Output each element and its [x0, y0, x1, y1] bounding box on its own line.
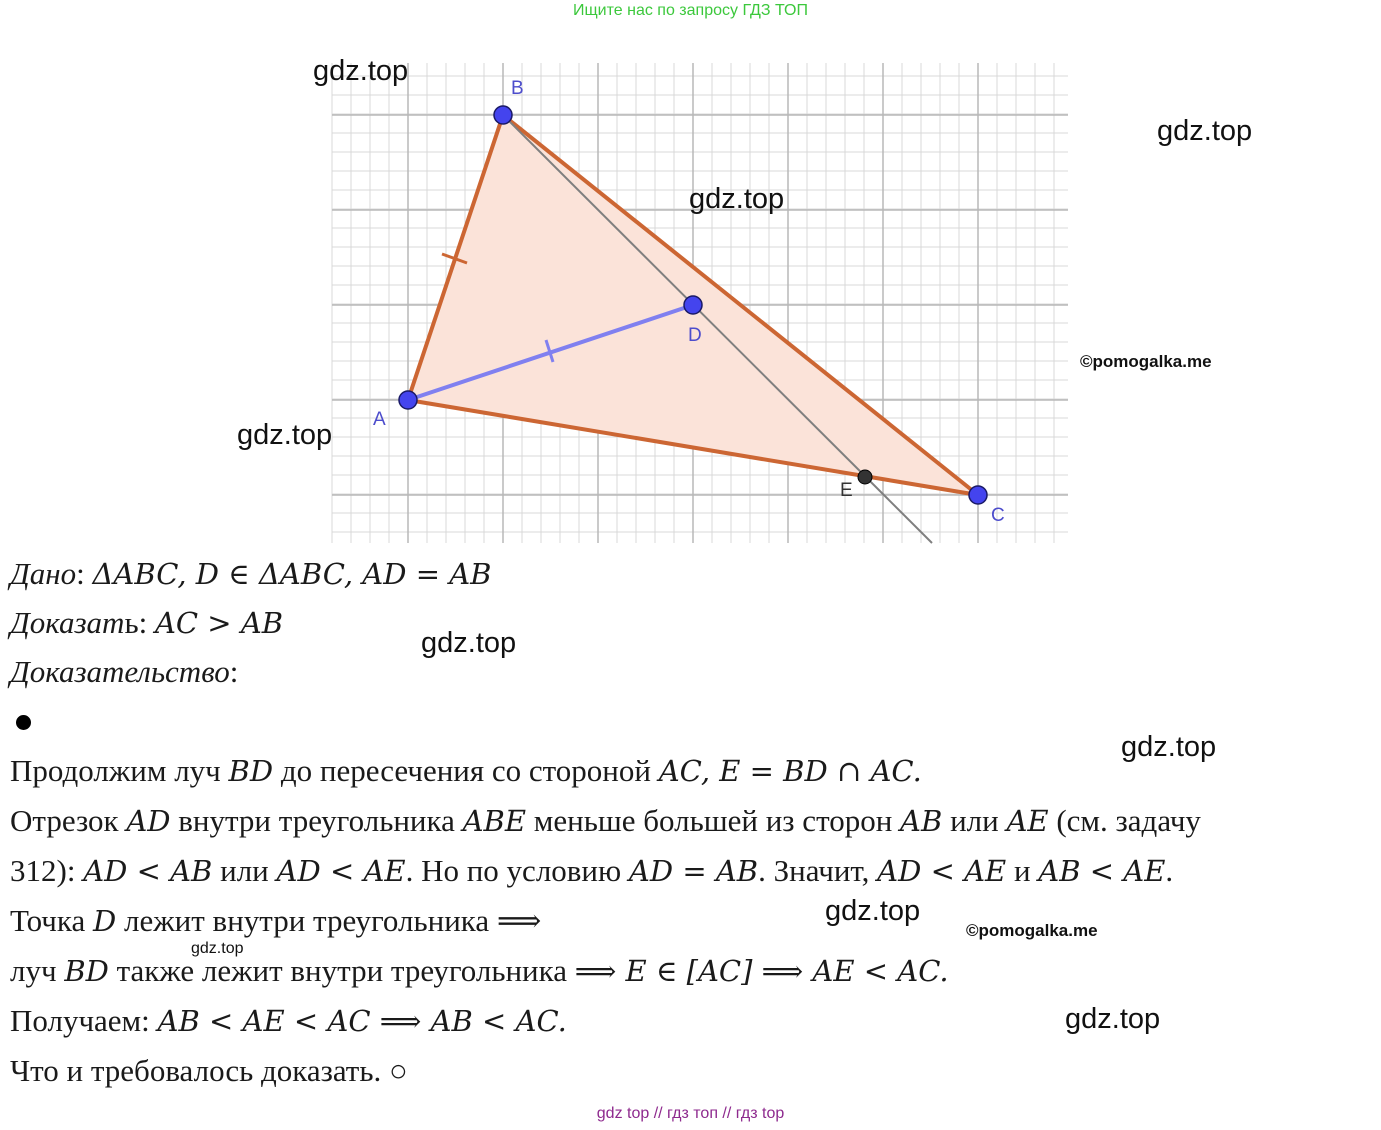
proof-line-7: [10, 1055, 408, 1086]
text-fragment: или: [212, 853, 277, 888]
text-fragment: меньше большей из сторон: [526, 803, 901, 838]
math-fragment: AB < AE: [1038, 854, 1166, 888]
proof-line-2: [10, 805, 1201, 836]
watermark: gdz.top: [689, 183, 785, 215]
copyright-mark: ©pomogalka.me: [1080, 352, 1212, 371]
text-fragment: до пересечения со стороной: [273, 753, 659, 788]
proof-heading: [10, 656, 238, 687]
math-fragment: ABE: [462, 804, 527, 838]
math-fragment: AB: [900, 804, 943, 838]
proof-line-6: [10, 1005, 567, 1036]
top-banner: Ищите нас по запросу ГДЗ ТОП: [573, 2, 808, 19]
text-fragment: Получаем:: [10, 1003, 158, 1038]
math-fragment: AD: [126, 804, 171, 838]
watermark: gdz.top: [1121, 731, 1217, 763]
copyright-mark: ©pomogalka.me: [966, 921, 1098, 940]
prove-colon: :: [138, 605, 148, 640]
prove-math: AC > AB: [154, 606, 284, 640]
text-fragment: Точка: [10, 903, 93, 938]
watermark: gdz.top: [421, 627, 517, 659]
math-fragment: AD < AB: [83, 854, 213, 888]
text-fragment: Продолжим луч: [10, 753, 229, 788]
watermark: gdz.top: [313, 55, 409, 87]
math-fragment: BD: [228, 754, 274, 788]
bullet-icon: [16, 715, 31, 730]
math-fragment: D: [93, 904, 117, 938]
point-a: [399, 391, 417, 409]
text-fragment: 312):: [10, 853, 84, 888]
given-label: Дано: [10, 556, 77, 591]
text-fragment: . Но по условию: [405, 853, 629, 888]
watermark: gdz.top: [1065, 1003, 1161, 1035]
text-fragment: Что и требовалось доказать. ○: [10, 1053, 408, 1088]
proof-line-5: [10, 955, 949, 986]
proof-line-4: [10, 905, 541, 936]
math-fragment: AC, E = BD ∩ AC.: [658, 754, 922, 788]
text-fragment: также лежит внутри треугольника: [108, 953, 575, 988]
proof-line-3: [10, 855, 1173, 886]
watermark: gdz.top: [825, 895, 921, 927]
math-fragment: AB < AE < AC ⟹ AB < AC.: [157, 1004, 567, 1038]
proof-colon: :: [229, 654, 239, 689]
point-d: [684, 296, 702, 314]
prove-label-b: ь: [124, 605, 139, 640]
point-e: [858, 470, 872, 484]
point-c: [969, 486, 987, 504]
math-fragment: AD = AB: [628, 854, 759, 888]
point-b: [494, 106, 512, 124]
proof-label: Доказательство: [10, 654, 230, 689]
math-fragment: AD < AE: [276, 854, 406, 888]
proof-line-1: [10, 755, 922, 786]
text-fragment: или: [942, 803, 1007, 838]
text-fragment: и: [1006, 853, 1039, 888]
given-math: ΔABC, D ∈ ΔABC, AD = AB: [92, 557, 492, 591]
watermark: gdz.top: [237, 419, 333, 451]
text-fragment: внутри треугольника: [170, 803, 463, 838]
label-b: B: [511, 78, 524, 99]
text-fragment: . Значит,: [758, 853, 878, 888]
text-fragment: .: [1165, 853, 1174, 888]
text-fragment: Отрезок: [10, 803, 127, 838]
given-colon: :: [76, 556, 85, 591]
label-a: A: [373, 409, 386, 430]
label-e: E: [840, 480, 853, 501]
label-c: C: [991, 505, 1005, 526]
prove-label-a: Доказат: [10, 605, 125, 640]
math-fragment: ⟹ E ∈ [AC] ⟹ AE < AC.: [574, 954, 949, 988]
watermark: gdz.top: [191, 940, 244, 957]
math-fragment: BD: [64, 954, 109, 988]
text-fragment: луч: [10, 953, 65, 988]
prove-line: [10, 607, 283, 638]
watermark: gdz.top: [1157, 115, 1253, 147]
geometry-figure: [0, 0, 1381, 560]
math-fragment: AE: [1006, 804, 1049, 838]
given-line: [10, 558, 491, 589]
math-fragment: AD < AE: [877, 854, 1007, 888]
text-fragment: лежит внутри треугольника ⟹: [116, 903, 542, 938]
text-fragment: (см. задачу: [1048, 803, 1201, 838]
label-d: D: [688, 325, 702, 346]
bottom-banner: gdz top // гдз топ // гдз top: [596, 1105, 785, 1122]
